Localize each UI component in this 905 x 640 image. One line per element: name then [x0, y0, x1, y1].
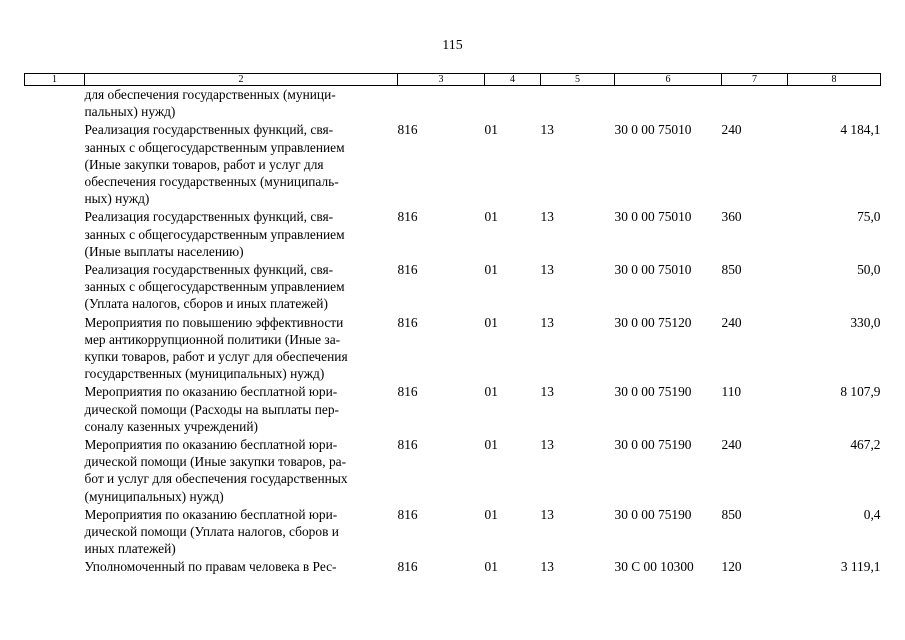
subsection-code-text: 13	[540, 209, 554, 225]
subsection-code-cell	[541, 313, 615, 383]
department-code-text: 816	[397, 437, 418, 453]
target-article-cell	[615, 505, 722, 558]
index-cell	[25, 557, 85, 575]
department-code-cell	[398, 207, 485, 260]
amount-text: 0,4	[863, 506, 881, 522]
expense-type-text: 240	[721, 437, 742, 453]
header-cell: 7	[722, 74, 788, 86]
index-cell	[25, 505, 85, 558]
expense-name-cell	[85, 207, 398, 260]
amount-cell	[788, 120, 881, 207]
section-code-text: 01	[484, 437, 498, 453]
index-cell	[25, 260, 85, 313]
section-code-cell	[485, 86, 541, 121]
index-cell	[25, 435, 85, 505]
section-code-cell	[485, 120, 541, 207]
section-code-text: 01	[484, 506, 498, 522]
subsection-code-text: 13	[540, 262, 554, 278]
amount-text: 3 119,1	[840, 559, 881, 575]
amount-text: 8 107,9	[840, 384, 881, 400]
budget-table	[24, 73, 881, 576]
subsection-code-cell	[541, 505, 615, 558]
section-code-text: 01	[484, 314, 498, 330]
target-article-cell	[615, 557, 722, 575]
target-article-cell	[615, 207, 722, 260]
expense-name-cell	[85, 382, 398, 435]
amount-cell	[788, 557, 881, 575]
expense-type-cell	[722, 557, 788, 575]
department-code-text: 816	[397, 262, 418, 278]
table-row	[25, 557, 881, 575]
expense-type-text: 110	[721, 384, 742, 400]
table-row	[25, 382, 881, 435]
department-code-cell	[398, 435, 485, 505]
expense-name-text: Реализация государственных функций, свя- занных с общегосударственным управлением (Иные закупки товаров, работ и услуг для обеспечения государственных (муниципаль- ных) нужд)	[84, 122, 345, 207]
expense-name-text: Реализация государственных функций, свя- занных с общегосударственным управлением (Уплата налогов, сборов и иных платежей)	[84, 262, 345, 312]
header-cell: 2	[85, 74, 398, 86]
page-number: 115	[442, 38, 463, 53]
expense-name-text: Мероприятия по повышению эффективности мер антикоррупционной политики (Иные за- купки товаров, работ и услуг для обеспечения государственных (муниципальных) нужд)	[84, 314, 348, 382]
expense-type-cell	[722, 207, 788, 260]
expense-type-cell	[722, 260, 788, 313]
expense-name-cell	[85, 505, 398, 558]
section-code-cell	[485, 557, 541, 575]
amount-cell	[788, 86, 881, 121]
department-code-text: 816	[397, 559, 418, 575]
expense-name-cell	[85, 313, 398, 383]
amount-cell	[788, 313, 881, 383]
amount-text: 4 184,1	[840, 122, 881, 138]
expense-type-cell	[722, 382, 788, 435]
expense-type-cell	[722, 435, 788, 505]
target-article-cell	[615, 435, 722, 505]
expense-name-text: Мероприятия по оказанию бесплатной юри- дической помощи (Расходы на выплаты пер- соналу казенных учреждений)	[84, 384, 340, 434]
subsection-code-cell	[541, 382, 615, 435]
section-code-cell	[485, 207, 541, 260]
expense-type-cell	[722, 313, 788, 383]
subsection-code-text: 13	[540, 506, 554, 522]
subsection-code-cell	[541, 120, 615, 207]
subsection-code-text: 13	[540, 437, 554, 453]
expense-name-cell	[85, 86, 398, 121]
header-cell: 5	[541, 74, 615, 86]
department-code-text: 816	[397, 209, 418, 225]
index-cell	[25, 86, 85, 121]
target-article-text: 30 0 00 75120	[614, 314, 692, 330]
table-header	[25, 74, 881, 86]
header-row	[25, 74, 881, 86]
subsection-code-text: 13	[540, 122, 554, 138]
header-cell: 6	[615, 74, 722, 86]
amount-text: 467,2	[850, 437, 881, 453]
target-article-cell	[615, 313, 722, 383]
amount-text: 50,0	[857, 262, 881, 278]
section-code-text: 01	[484, 122, 498, 138]
target-article-text: 30 0 00 75190	[614, 506, 692, 522]
expense-type-cell	[722, 120, 788, 207]
subsection-code-cell	[541, 207, 615, 260]
table-row	[25, 120, 881, 207]
expense-name-cell	[85, 120, 398, 207]
subsection-code-cell	[541, 260, 615, 313]
department-code-text: 816	[397, 506, 418, 522]
department-code-cell	[398, 120, 485, 207]
header-cell: 8	[788, 74, 881, 86]
expense-type-text: 120	[721, 559, 742, 575]
amount-text: 330,0	[850, 314, 881, 330]
header-cell: 3	[398, 74, 485, 86]
table-row	[25, 260, 881, 313]
expense-name-cell	[85, 435, 398, 505]
table-body	[25, 86, 881, 576]
section-code-text: 01	[484, 384, 498, 400]
department-code-text: 816	[397, 314, 418, 330]
expense-name-text: Мероприятия по оказанию бесплатной юри- дической помощи (Уплата налогов, сборов и иных платежей)	[84, 506, 339, 557]
subsection-code-text: 13	[540, 314, 554, 330]
expense-name-text: Мероприятия по оказанию бесплатной юри- дической помощи (Иные закупки товаров, ра- бот и услуг для обеспечения государственных (муниципальных) нужд)	[84, 437, 348, 504]
table-row	[25, 207, 881, 260]
target-article-text: 30 0 00 75010	[614, 209, 692, 225]
target-article-text: 30 0 00 75010	[614, 262, 692, 278]
target-article-text: 30 0 00 75190	[614, 437, 692, 453]
expense-name-text: для обеспечения государственных (муници- пальных) нужд)	[84, 87, 336, 120]
expense-type-text: 850	[721, 262, 742, 278]
target-article-cell	[615, 86, 722, 121]
section-code-cell	[485, 382, 541, 435]
section-code-text: 01	[484, 209, 498, 225]
expense-type-text: 240	[721, 314, 742, 330]
amount-cell	[788, 260, 881, 313]
index-cell	[25, 313, 85, 383]
expense-name-cell	[85, 557, 398, 575]
target-article-cell	[615, 120, 722, 207]
department-code-cell	[398, 313, 485, 383]
target-article-text: 30 0 00 75190	[614, 384, 692, 400]
department-code-cell	[398, 557, 485, 575]
table-row	[25, 435, 881, 505]
amount-cell	[788, 505, 881, 558]
table-row	[25, 313, 881, 383]
expense-type-cell	[722, 86, 788, 121]
table-row	[25, 505, 881, 558]
target-article-cell	[615, 260, 722, 313]
table-row	[25, 86, 881, 121]
amount-cell	[788, 435, 881, 505]
target-article-text: 30 С 00 10300	[614, 559, 694, 575]
department-code-text: 816	[397, 384, 418, 400]
expense-type-text: 240	[721, 122, 742, 138]
subsection-code-text: 13	[540, 384, 554, 400]
section-code-cell	[485, 313, 541, 383]
subsection-code-cell	[541, 86, 615, 121]
department-code-cell	[398, 86, 485, 121]
amount-cell	[788, 207, 881, 260]
amount-cell	[788, 382, 881, 435]
expense-name-text: Реализация государственных функций, свя- занных с общегосударственным управлением (Иные выплаты населению)	[84, 209, 345, 259]
target-article-cell	[615, 382, 722, 435]
header-cell: 1	[25, 74, 85, 86]
expense-type-cell	[722, 505, 788, 558]
target-article-text: 30 0 00 75010	[614, 122, 692, 138]
department-code-cell	[398, 382, 485, 435]
section-code-text: 01	[484, 559, 498, 575]
index-cell	[25, 120, 85, 207]
section-code-cell	[485, 505, 541, 558]
expense-type-text: 850	[721, 506, 742, 522]
section-code-text: 01	[484, 262, 498, 278]
subsection-code-text: 13	[540, 559, 554, 575]
department-code-text: 816	[397, 122, 418, 138]
expense-name-cell	[85, 260, 398, 313]
section-code-cell	[485, 435, 541, 505]
header-cell: 4	[485, 74, 541, 86]
department-code-cell	[398, 260, 485, 313]
subsection-code-cell	[541, 557, 615, 575]
expense-type-text: 360	[721, 209, 742, 225]
department-code-cell	[398, 505, 485, 558]
index-cell	[25, 382, 85, 435]
expense-name-text: Уполномоченный по правам человека в Рес-	[84, 559, 337, 575]
subsection-code-cell	[541, 435, 615, 505]
index-cell	[25, 207, 85, 260]
amount-text: 75,0	[857, 209, 881, 225]
section-code-cell	[485, 260, 541, 313]
